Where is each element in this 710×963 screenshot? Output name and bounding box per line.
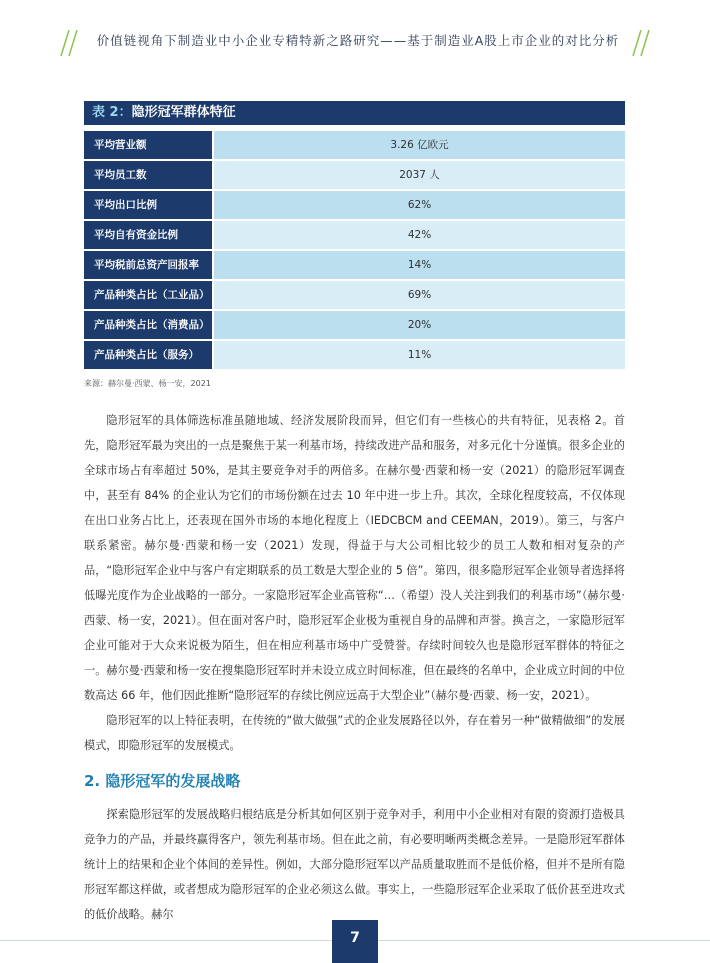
row-label: 产品种类占比（消费品）	[84, 311, 212, 339]
row-value: 11%	[214, 341, 625, 369]
table-row	[84, 281, 625, 309]
table-caption	[84, 101, 625, 125]
row-label: 平均营业额	[84, 131, 212, 159]
body-paragraph: 隐形冠军的以上特征表明，在传统的“做大做强”式的企业发展路径以外，存在着另一种“做精做细”的发展模式，即隐形冠军的发展模式。	[84, 714, 625, 752]
body-paragraph: 隐形冠军的具体筛选标准虽随地域、经济发展阶段而异，但它们有一些核心的共有特征，见表格 2。首先，隐形冠军最为突出的一点是聚焦于某一利基市场，持续改进产品和服务，对多元化十分谨慎。很多企业的全球市场占有率超过 50%，是其主要竞争对手的两倍多。在赫尔曼·西蒙和杨一安（2021）的隐形冠军调查中，甚至有 84% 的企业认为它们的市场份额在过去 10 年中进一步上升。其次，全球化程度较高，不仅体现在出口业务占比上，还表现在国外市场的本地化程度上（IEDCBCM and CEEMAN，2019）。第三，与客户联系紧密。赫尔曼·西蒙和杨一安（2021）发现，得益于与大公司相比较少的员工人数和相对复杂的产品，“隐形冠军企业中与客户有定期联系的员工数是大型企业的 5 倍”。第四，很多隐形冠军企业领导者选择将低曝光度作为企业战略的一部分。一家隐形冠军企业高管称“…（希望）没人关注到我们的利基市场”（赫尔曼·西蒙、杨一安，2021）。但在面对客户时，隐形冠军企业极为重视自身的品牌和声誉。换言之，一家隐形冠军企业可能对于大众来说极为陌生，但在相应利基市场中广受赞誉。存续时间较久也是隐形冠军群体的特征之一。赫尔曼·西蒙和杨一安在搜集隐形冠军时并未设立成立时间标准，但在最终的名单中，企业成立时间的中位数高达 66 年，他们因此推断“隐形冠军的存续比例应远高于大型企业”（赫尔曼·西蒙、杨一安，2021）。	[84, 414, 625, 702]
row-value: 62%	[214, 191, 625, 219]
page-number: 7	[332, 920, 378, 963]
row-label: 产品种类占比（工业品）	[84, 281, 212, 309]
table-row	[84, 161, 625, 189]
row-label: 平均自有资金比例	[84, 221, 212, 249]
row-label: 产品种类占比（服务）	[84, 341, 212, 369]
table-row	[84, 191, 625, 219]
row-value: 14%	[214, 251, 625, 279]
row-value: 42%	[214, 221, 625, 249]
table-row	[84, 251, 625, 279]
row-value: 2037 人	[214, 161, 625, 189]
row-value: 20%	[214, 311, 625, 339]
slash-decoration-icon	[60, 30, 82, 56]
slash-decoration-icon	[632, 30, 654, 56]
header-title: 价值链视角下制造业中小企业专精特新之路研究——基于制造业A股上市企业的对比分析	[96, 33, 620, 48]
row-label: 平均出口比例	[84, 191, 212, 219]
row-label: 平均税前总资产回报率	[84, 251, 212, 279]
body-paragraph: 探索隐形冠军的发展战略归根结底是分析其如何区别于竞争对手，利用中小企业相对有限的资源打造极具竞争力的产品，并最终赢得客户，领先利基市场。但在此之前，有必要明晰两类概念差异。一是隐形冠军群体统计上的结果和企业个体间的差异性。例如，大部分隐形冠军以产品质量取胜而不是低价格，但并不是所有隐形冠军都这样做，或者想成为隐形冠军的企业必须这么做。事实上，一些隐形冠军企业采取了低价甚至进攻式的低价战略。赫尔	[84, 808, 625, 921]
section-heading: 2. 隐形冠军的发展战略	[84, 772, 241, 790]
table-row	[84, 221, 625, 249]
page-header	[0, 0, 710, 62]
table-row	[84, 131, 625, 159]
row-value: 3.26 亿欧元	[214, 131, 625, 159]
table-caption-number: 表 2：	[92, 105, 132, 120]
characteristics-table	[84, 131, 625, 371]
table-caption-text: 隐形冠军群体特征	[131, 105, 236, 120]
table-source: 来源：赫尔曼·西蒙、杨一安，2021	[84, 379, 211, 388]
row-value: 69%	[214, 281, 625, 309]
row-label: 平均员工数	[84, 161, 212, 189]
table-row	[84, 341, 625, 369]
table-row	[84, 311, 625, 339]
